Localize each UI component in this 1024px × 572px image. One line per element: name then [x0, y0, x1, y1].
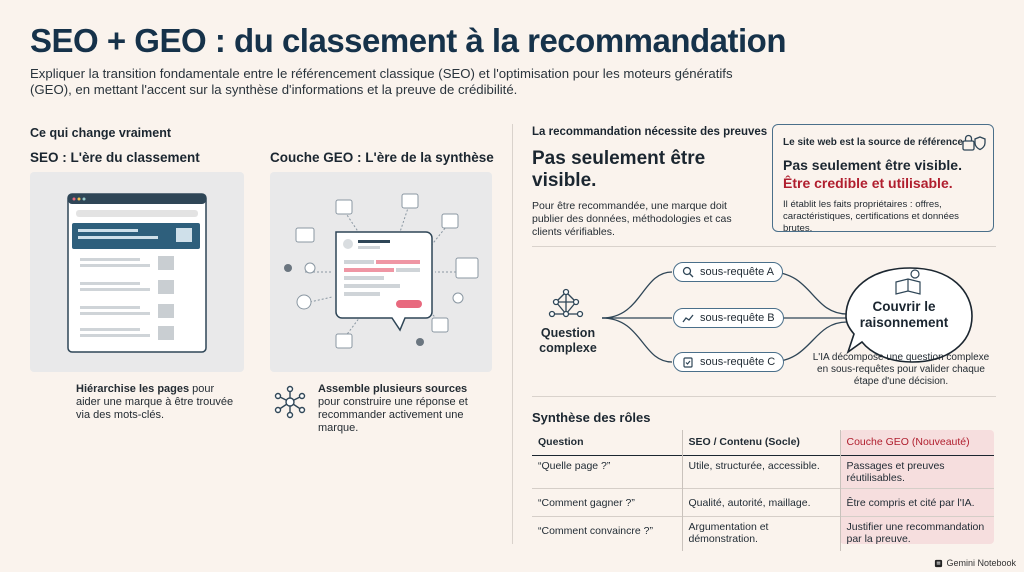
table-row — [532, 489, 994, 517]
subquery-a — [673, 262, 783, 282]
reasoning-coverage-label: Couvrir le raisonnement — [859, 299, 949, 330]
seo-illustration-panel — [30, 172, 244, 372]
search-icon — [682, 266, 694, 278]
cell-seo: Qualité, autorité, maillage. — [682, 489, 840, 517]
trend-chart-icon — [682, 312, 694, 324]
ranked-pages-illustration — [30, 172, 244, 372]
subquery-b — [673, 308, 784, 328]
geo-illustration-panel — [270, 172, 492, 372]
roles-table — [532, 430, 994, 551]
synthesis-illustration — [270, 172, 492, 372]
source-box-label: Le site web est la source de référence — [783, 137, 964, 148]
page-subtitle: Expliquer la transition fondamentale entre le référencement classique (SEO) et l'optimisation pour les moteurs génératifs (GEO), en mettant l'accent sur la synthèse d'informations et la preuve de crédibilité. — [30, 66, 733, 97]
source-box-description: Il établit les faits propriétaires : offres, caractéristiques, certifications et données brutes. — [783, 199, 959, 234]
network-node-icon — [550, 290, 583, 317]
complex-question-label: Question complexe — [539, 326, 597, 355]
seo-heading: SEO : L'ère du classement — [30, 150, 200, 165]
diagram-caption: L'IA décompose une question complexe en sous-requêtes pour valider chaque étape d'une décision. — [812, 352, 990, 387]
brand-mark — [934, 558, 1016, 568]
cell-question: “Comment convaincre ?” — [538, 525, 653, 537]
geo-description-bold: Assemble plusieurs sources — [318, 383, 468, 395]
clipboard-check-icon — [682, 356, 694, 368]
brand-name: Gemini Notebook — [946, 558, 1016, 568]
source-reference-box — [772, 124, 994, 232]
subquery-c — [673, 352, 784, 372]
subquery-c-label: sous-requête C — [700, 356, 776, 368]
seo-description — [76, 383, 236, 422]
header-seo: SEO / Contenu (Socle) — [682, 430, 840, 456]
geo-description — [318, 383, 480, 435]
geo-description-text: pour construire une réponse et recommander activement une marque. — [318, 396, 468, 434]
column-divider — [512, 124, 513, 544]
table-row — [532, 517, 994, 551]
cell-geo: Être compris et cité par l'IA. — [840, 489, 994, 517]
cell-geo: Passages et preuves réutilisables. — [840, 456, 994, 489]
source-box-line2: Être credible et utilisable. — [783, 175, 953, 191]
table-row — [532, 456, 994, 489]
header-question: Question — [538, 436, 584, 448]
network-icon — [272, 384, 308, 420]
right-divider-1 — [532, 246, 996, 247]
page-title: SEO + GEO : du classement à la recommandation — [30, 22, 786, 59]
subquery-a-label: sous-requête A — [700, 266, 774, 278]
source-box-line1: Pas seulement être visible. — [783, 157, 962, 173]
proof-headline: Pas seulement être visible. — [532, 148, 706, 191]
geo-heading: Couche GEO : L'ère de la synthèse — [270, 150, 494, 165]
proof-description: Pour être recommandée, une marque doit publier des données, méthodologies et cas clients vérifiables. — [532, 200, 732, 238]
section-title-changes: Ce qui change vraiment — [30, 126, 172, 140]
cell-geo: Justifier une recommandation par la preuve. — [840, 517, 994, 551]
proof-label: La recommandation nécessite des preuves — [532, 126, 768, 138]
table-header-row — [532, 430, 994, 456]
seo-description-text: pour aider une marque à être trouvée via des mots-clés. — [76, 383, 234, 421]
right-divider-2 — [532, 396, 996, 397]
header-geo: Couche GEO (Nouveauté) — [840, 430, 994, 456]
lock-shield-icon — [961, 133, 987, 153]
cell-question: “Comment gagner ?” — [538, 497, 635, 509]
cell-question: “Quelle page ?” — [538, 460, 611, 472]
seo-description-bold: Hiérarchise les pages — [76, 383, 190, 395]
cell-seo: Utile, structurée, accessible. — [682, 456, 840, 489]
notebook-logo-icon — [934, 559, 943, 568]
cell-seo: Argumentation et démonstration. — [682, 517, 840, 551]
roles-table-title: Synthèse des rôles — [532, 410, 651, 425]
subquery-b-label: sous-requête B — [700, 312, 775, 324]
